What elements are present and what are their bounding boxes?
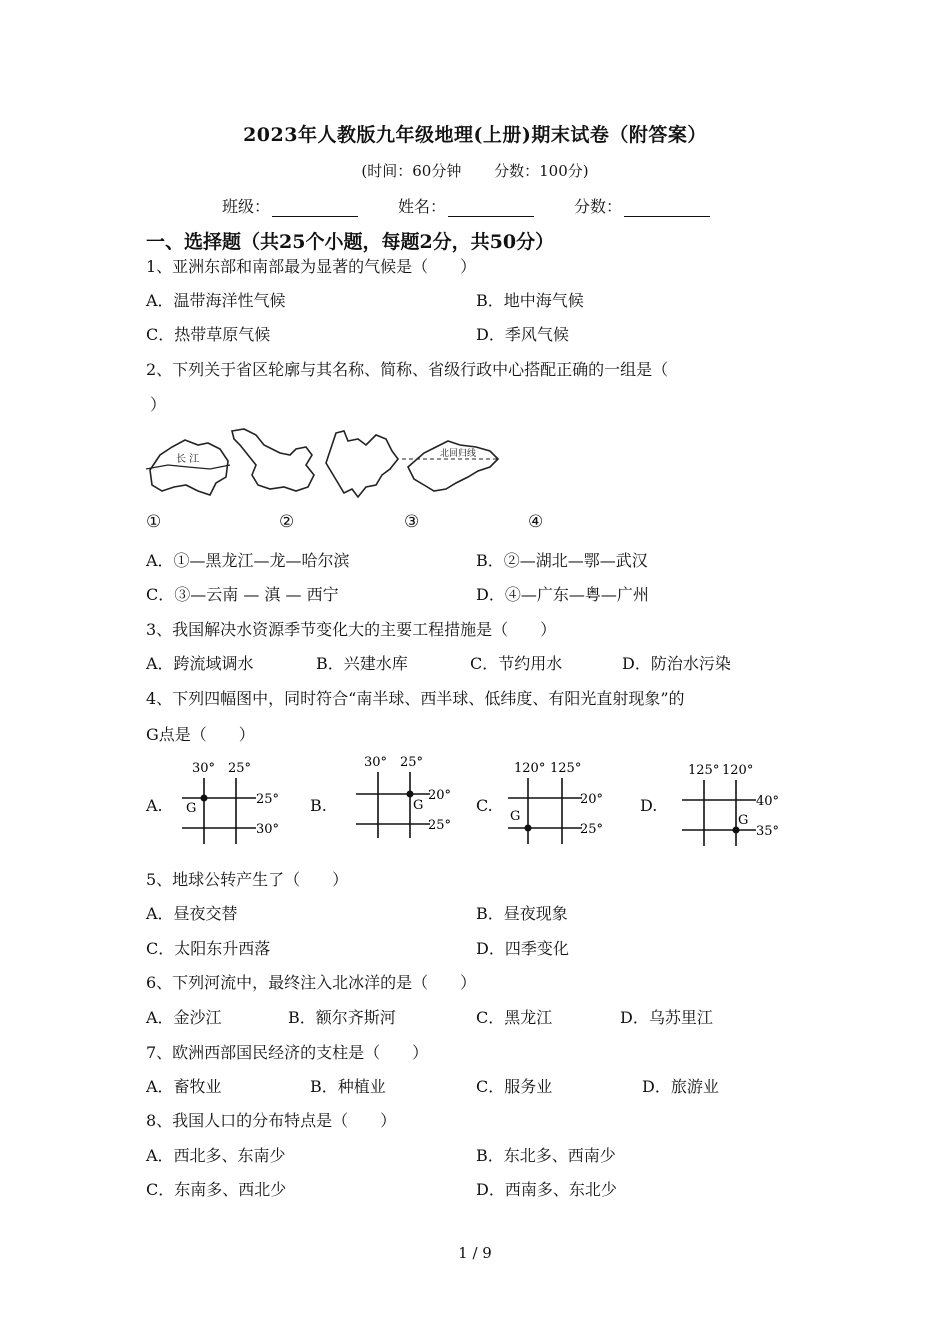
grid-d-right-2: 35° [756, 824, 780, 839]
grid-c-top-1: 120° [514, 761, 546, 776]
q6-option-d[interactable]: D．乌苏里江 [620, 1008, 713, 1027]
grid-d-point: G [738, 813, 749, 828]
q2-stem: 2、下列关于省区轮廓与其名称、简称、省级行政中心搭配正确的一组是（ [146, 360, 669, 379]
marker-3: ③ [404, 512, 420, 532]
grid-a-point: G [186, 801, 197, 816]
province-outline-1 [146, 440, 230, 495]
q3-option-c[interactable]: C．节约用水 [470, 654, 563, 673]
score-blank[interactable] [624, 198, 710, 217]
grid-b-top-2: 25° [400, 755, 424, 770]
q3-option-b[interactable]: B．兴建水库 [316, 654, 408, 673]
time-info: (时间：60分钟 [361, 162, 462, 180]
grid-b [350, 752, 470, 842]
q8-option-d[interactable]: D．西南多、东北少 [476, 1180, 617, 1199]
grid-c-right-2: 25° [580, 822, 604, 837]
q5-option-c[interactable]: C．太阳东升西落 [146, 939, 271, 958]
grid-b-point: G [413, 798, 424, 813]
q1-option-a[interactable]: A．温带海洋性气候 [146, 291, 286, 310]
province-outline-figure [140, 425, 510, 500]
province-outline-3 [326, 431, 398, 497]
marker-4: ④ [528, 512, 544, 532]
grid-c-top-2: 125° [550, 761, 582, 776]
q6-option-b[interactable]: B．额尔齐斯河 [288, 1008, 396, 1027]
q1-option-c[interactable]: C．热带草原气候 [146, 325, 271, 344]
grid-a-right-1: 25° [256, 792, 280, 807]
q5-option-d[interactable]: D．四季变化 [476, 939, 569, 958]
q1-stem: 1、亚洲东部和南部最为显著的气候是（ ） [146, 257, 477, 276]
q4-stem-cont: G点是（ ） [146, 725, 255, 744]
section-heading: 一、选择题（共25个小题，每题2分，共50分） [146, 231, 555, 253]
q2-option-b[interactable]: B．②—湖北—鄂—武汉 [476, 551, 648, 570]
q4-stem: 4、下列四幅图中，同时符合“南半球、西半球、低纬度、有阳光直射现象”的 [146, 689, 685, 708]
grid-b-right-2: 25° [428, 818, 452, 833]
marker-1: ① [146, 512, 162, 532]
q7-stem: 7、欧洲西部国民经济的支柱是（ ） [146, 1043, 429, 1062]
grid-c [500, 758, 630, 848]
q3-option-a[interactable]: A．跨流域调水 [146, 654, 254, 673]
grid-a-top-2: 25° [228, 761, 252, 776]
q2-stem-cont: ） [150, 395, 167, 414]
page-title: 2023年人教版九年级地理(上册)期末试卷（附答案） [243, 124, 707, 146]
q5-option-a[interactable]: A．昼夜交替 [146, 904, 238, 923]
province-outline-4 [402, 441, 500, 491]
q3-option-d[interactable]: D．防治水污染 [622, 654, 731, 673]
q8-option-a[interactable]: A．西北多、东南少 [146, 1146, 286, 1165]
tropic-label: 北回归线 [440, 449, 477, 459]
province-outline-2 [232, 429, 314, 491]
q8-stem: 8、我国人口的分布特点是（ ） [146, 1111, 397, 1130]
grid-b-top-1: 30° [364, 755, 388, 770]
q8-option-b[interactable]: B．东北多、西南少 [476, 1146, 616, 1165]
grid-c-point: G [510, 809, 521, 824]
name-label: 姓名： [398, 197, 447, 216]
q2-option-c[interactable]: C．③—云南 — 滇 — 西宁 [146, 585, 339, 604]
grid-a [176, 758, 296, 848]
yangtze-label: 长 江 [176, 454, 200, 465]
class-label: 班级： [222, 197, 271, 216]
page-number: 1 / 9 [458, 1244, 492, 1262]
q5-stem: 5、地球公转产生了（ ） [146, 870, 349, 889]
q3-stem: 3、我国解决水资源季节变化大的主要工程措施是（ ） [146, 620, 557, 639]
score-field [574, 194, 710, 217]
class-blank[interactable] [272, 198, 358, 217]
q8-option-c[interactable]: C．东南多、西北少 [146, 1180, 287, 1199]
grid-d [676, 760, 806, 850]
score-info: 分数：100分) [494, 162, 589, 180]
q7-option-b[interactable]: B．种植业 [310, 1077, 386, 1096]
q2-option-d[interactable]: D．④—广东—粤—广州 [476, 585, 649, 604]
q6-option-a[interactable]: A．金沙江 [146, 1008, 222, 1027]
exam-info [0, 160, 950, 181]
grid-c-label[interactable]: C. [476, 796, 493, 815]
marker-2: ② [279, 512, 295, 532]
q1-option-b[interactable]: B．地中海气候 [476, 291, 584, 310]
name-field [398, 194, 534, 217]
grid-d-top-1: 125° [688, 763, 720, 778]
grid-a-top-1: 30° [192, 761, 216, 776]
q1-option-d[interactable]: D．季风气候 [476, 325, 569, 344]
grid-c-right-1: 20° [580, 792, 604, 807]
q6-stem: 6、下列河流中，最终注入北冰洋的是（ ） [146, 973, 477, 992]
grid-d-label[interactable]: D. [640, 796, 658, 815]
q7-option-d[interactable]: D．旅游业 [642, 1077, 719, 1096]
grid-b-right-1: 20° [428, 788, 452, 803]
grid-d-top-2: 120° [722, 763, 754, 778]
score-label: 分数： [574, 197, 623, 216]
q7-option-c[interactable]: C．服务业 [476, 1077, 553, 1096]
name-blank[interactable] [448, 198, 534, 217]
grid-d-right-1: 40° [756, 794, 780, 809]
q7-option-a[interactable]: A．畜牧业 [146, 1077, 222, 1096]
q5-option-b[interactable]: B．昼夜现象 [476, 904, 568, 923]
q6-option-c[interactable]: C．黑龙江 [476, 1008, 553, 1027]
grid-a-right-2: 30° [256, 822, 280, 837]
student-fields [222, 194, 750, 217]
class-field [222, 194, 358, 217]
grid-a-label[interactable]: A. [146, 796, 163, 815]
q2-option-a[interactable]: A．①—黑龙江—龙—哈尔滨 [146, 551, 350, 570]
grid-b-label[interactable]: B. [310, 796, 327, 815]
